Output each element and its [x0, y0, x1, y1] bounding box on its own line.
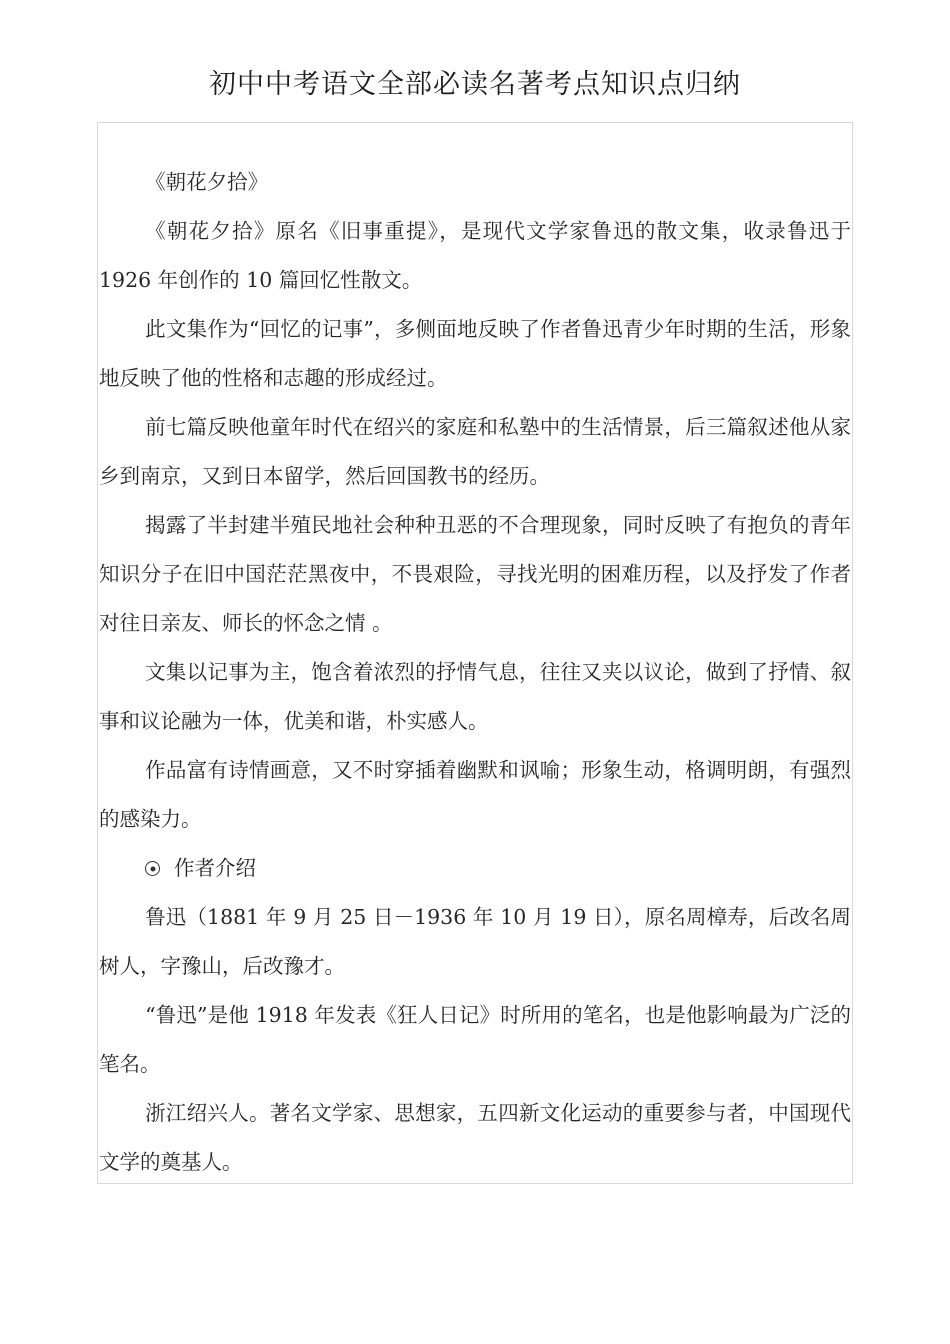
- document-body: [99, 158, 851, 1187]
- author-section-label: 作者介绍: [174, 856, 256, 880]
- circled-dot-icon: [145, 861, 160, 876]
- paragraph-author-bio: 鲁迅（1881 年 9 月 25 日－1936 年 10 月 19 日），原名周樟寿，后改名周树人，字豫山，后改豫才。: [99, 905, 851, 978]
- paragraph-intro: 《朝花夕拾》原名《旧事重提》，是现代文学家鲁迅的散文集，收录鲁迅于1926 年创作的 10 篇回忆性散文。: [99, 219, 851, 292]
- paragraph-author-significance: 浙江绍兴人。著名文学家、思想家，五四新文化运动的重要参与者，中国现代文学的奠基人。: [99, 1101, 851, 1174]
- paragraph-pen-name: “鲁迅”是他 1918 年发表《狂人日记》时所用的笔名，也是他影响最为广泛的笔名。: [99, 1003, 851, 1076]
- book-heading: 《朝花夕拾》: [145, 170, 269, 194]
- document-title: 初中中考语文全部必读名著考点知识点归纳: [209, 69, 741, 100]
- author-section-heading: [99, 844, 851, 893]
- paragraph-artistry: 作品富有诗情画意，又不时穿插着幽默和讽喻；形象生动，格调明朗，有强烈的感染力。: [99, 758, 851, 831]
- paragraph-structure: 前七篇反映他童年时代在绍兴的家庭和私塾中的生活情景，后三篇叙述他从家乡到南京，又到日本留学，然后回国教书的经历。: [99, 415, 851, 488]
- paragraph-collection: 此文集作为“回忆的记事”，多侧面地反映了作者鲁迅青少年时期的生活，形象地反映了他的性格和志趣的形成经过。: [99, 317, 851, 390]
- paragraph-style: 文集以记事为主，饱含着浓烈的抒情气息，往往又夹以议论，做到了抒情、叙事和议论融为一体，优美和谐，朴实感人。: [99, 660, 851, 733]
- paragraph-theme: 揭露了半封建半殖民地社会种种丑恶的不合理现象，同时反映了有抱负的青年知识分子在旧中国茫茫黑夜中，不畏艰险，寻找光明的困难历程，以及抒发了作者对往日亲友、师长的怀念之情 。: [99, 513, 851, 635]
